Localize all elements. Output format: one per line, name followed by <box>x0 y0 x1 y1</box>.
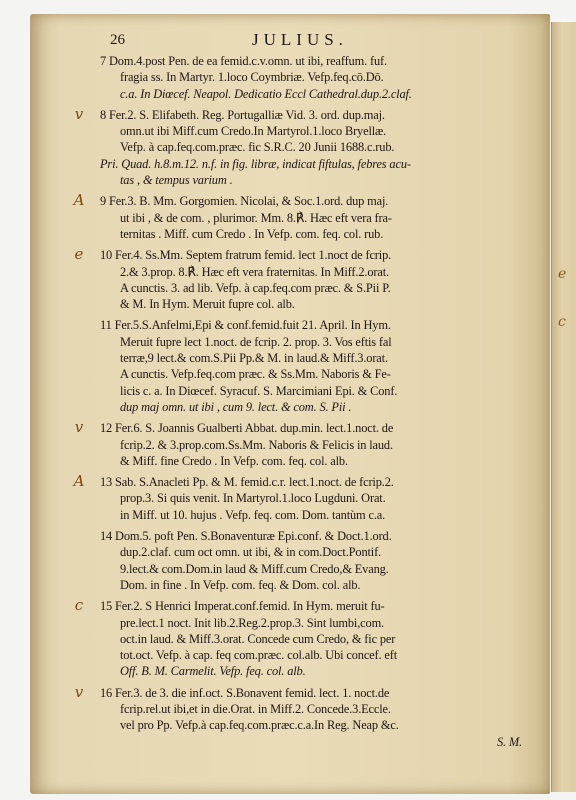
entry-text-line: Meruit fupre lect 1.noct. de fcrip. 2. prop. 3. Vos eftis fal <box>120 334 392 349</box>
entry-text-line: 2.& 3.prop. 8.℟. Hæc eft vera fraternitas. In Miff.2.orat. <box>120 264 389 279</box>
entry-text-line: terræ,9 lect.& com.S.Pii Pp.& M. in laud.& Miff.3.orat. <box>120 351 388 366</box>
entry-day-line: 14 Dom.5. poft Pen. S.Bonaventuræ Epi.conf. & Doct.1.ord. <box>100 529 392 544</box>
calendar-entry <box>74 245 532 312</box>
handwritten-margin-mark: v <box>74 104 84 123</box>
entry-text-line: Dom. in fine . In Vefp. com. feq. & Dom. col. alb. <box>120 577 361 592</box>
edge-handwritten-mark: e <box>558 266 567 282</box>
entry-text-line: pre.lect.1 noct. Init lib.2.Reg.2.prop.3. Sint lumbi,com. <box>120 615 385 630</box>
calendar-entry <box>100 528 532 593</box>
entry-text-line: S. M. <box>496 734 522 749</box>
calendar-entries <box>73 53 532 755</box>
entry-text-line: fcrip.2. & 3.prop.com.Ss.Mm. Naboris & Felicis in laud. <box>120 437 393 452</box>
entry-text-line: licis c. a. In Diœcef. Syracuf. S. Marcimiani Epi. & Conf. <box>120 383 398 398</box>
handwritten-margin-mark: v <box>74 418 84 437</box>
calendar-entry <box>74 682 532 750</box>
entry-text-line: vel pro Pp. Vefp.à cap.feq.com.præc.c.a.In Reg. Neap &c. <box>120 718 399 733</box>
entry-text-line: tas , & tempus varium . <box>120 173 233 188</box>
entry-text-line: ternitas . Miff. cum Credo . In Vefp. com. feq. col. rub. <box>120 226 384 241</box>
entry-text-line: ut ibi , & de com. , plurimor. Mm. 8.℟. Hæc eft vera fra- <box>120 210 392 225</box>
calendar-entry <box>74 596 532 679</box>
facing-page-edge <box>551 22 576 792</box>
entry-text-line: Pri. Quad. h.8.m.12. n.f. in fig. libræ, indicat fiftulas, febres acu- <box>100 156 411 171</box>
entry-day-line: 15 Fer.2. S Henrici Imperat.conf.femid. In Hym. meruit fu- <box>100 599 385 614</box>
calendar-entry <box>100 53 532 102</box>
running-title: JULIUS. <box>252 30 348 49</box>
entry-day-line: 16 Fer.3. de 3. die inf.oct. S.Bonavent femid. lect. 1. noct.de <box>100 685 390 700</box>
handwritten-margin-mark: A <box>73 191 85 210</box>
page-header <box>82 32 512 52</box>
entry-text-line: & Miff. fine Credo . In Vefp. com. feq. col. alb. <box>120 453 348 468</box>
entry-text-line: c.a. In Diœcef. Neapol. Dedicatio Eccl Cathedral.dup.2.claf. <box>120 86 412 101</box>
entry-day-line: 10 Fer.4. Ss.Mm. Septem fratrum femid. lect 1.noct de fcrip. <box>100 248 392 263</box>
calendar-entry <box>73 191 532 242</box>
entry-text-line: dup.2.claf. cum oct omn. ut ibi, & in com.Doct.Pontif. <box>120 545 382 560</box>
handwritten-margin-mark: v <box>74 682 84 701</box>
entry-day-line: 7 Dom.4.post Pen. de ea femid.c.v.omn. ut ibi, reaffum. fuf. <box>100 54 387 68</box>
entry-text-line: oct.in laud. & Miff.3.orat. Concede cum Credo, & fic per <box>120 631 396 646</box>
entry-text-line: prop.3. Si quis venit. In Martyrol.1.loco Lugduni. Orat. <box>120 491 386 506</box>
entry-day-line: 12 Fer.6. S. Joannis Gualberti Abbat. dup.min. lect.1.noct. de <box>100 421 394 436</box>
handwritten-margin-mark: A <box>73 472 85 491</box>
entry-text-line: & M. In Hym. Meruit fupre col. alb. <box>120 297 295 312</box>
entry-text-line: Vefp. à cap.feq.com.præc. fic S.R.C. 20 Junii 1688.c.rub. <box>120 140 395 155</box>
entry-text-line: tot.oct. Vefp. à cap. feq com.præc. col.alb. Ubi concef. eft <box>120 648 398 663</box>
entry-day-line: 8 Fer.2. S. Elifabeth. Reg. Portugalliæ Vid. 3. ord. dup.maj. <box>100 107 385 122</box>
entry-text-line: Off. B. M. Carmelit. Vefp. feq. col. alb. <box>120 664 306 679</box>
entry-text-line: fragia ss. In Martyr. 1.loco Coymbriæ. Vefp.feq.cō.Dō. <box>120 70 384 85</box>
entry-text-line: A cunctis. 3. ad lib. Vefp. à cap.feq.com præc. & S.Pii P. <box>120 280 391 295</box>
entry-text-line: 9.lect.& com.Dom.in laud & Miff.cum Credo,& Evang. <box>120 561 389 576</box>
handwritten-margin-mark: e <box>74 245 84 264</box>
calendar-entry <box>100 317 532 415</box>
calendar-entry <box>74 104 532 188</box>
handwritten-margin-mark: c <box>74 596 84 615</box>
calendar-entry <box>73 472 532 523</box>
entry-text-line: in Miff. ut 10. hujus . Vefp. feq. com. Dom. tantùm c.a. <box>120 507 386 522</box>
entry-day-line: 13 Sab. S.Anacleti Pp. & M. femid.c.r. lect.1.noct. de fcrip.2. <box>100 475 394 490</box>
entry-day-line: 11 Fer.5.S.Anfelmi,Epi & conf.femid.fuit 21. April. In Hym. <box>100 318 391 333</box>
edge-handwritten-mark: c <box>558 314 566 330</box>
calendar-entry <box>74 418 532 469</box>
entry-text-line: A cunctis. Vefp.feq.com præc. & Ss.Mm. Naboris & Fe- <box>120 367 391 382</box>
entry-text-line: omn.ut ibi Miff.cum Credo.In Martyrol.1.loco Bryellæ. <box>120 124 387 139</box>
entry-day-line: 9 Fer.3. B. Mm. Gorgomien. Nicolai, & Soc.1.ord. dup maj. <box>100 194 389 209</box>
page-number: 26 <box>110 32 125 48</box>
entry-text-line: dup maj omn. ut ibi , cum 9. lect. & com. S. Pii . <box>120 399 352 414</box>
entry-text-line: fcrip.rel.ut ibi,et in die.Orat. in Miff.2. Concede.3.Eccle. <box>120 701 391 716</box>
